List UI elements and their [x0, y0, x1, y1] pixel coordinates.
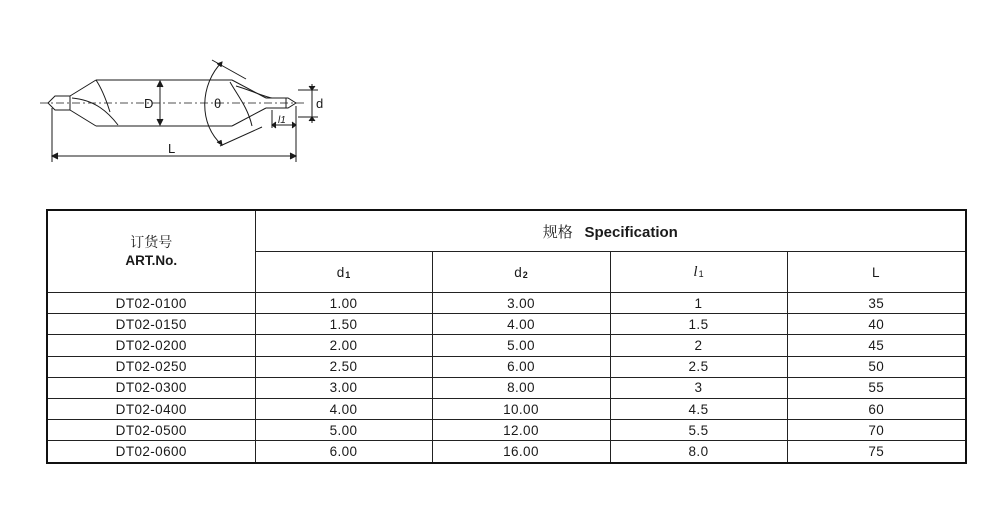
cell-art-no: DT02-0600 — [47, 441, 255, 463]
cell-d2: 6.00 — [432, 356, 610, 377]
art-no-header — [47, 210, 255, 293]
cell-art-no: DT02-0400 — [47, 398, 255, 419]
cell-L: 55 — [787, 377, 966, 398]
cell-d1: 3.00 — [255, 377, 432, 398]
specification-table — [46, 209, 967, 464]
table-row — [47, 314, 966, 335]
table-row — [47, 398, 966, 419]
dim-label-d: d — [316, 96, 324, 111]
cell-d1: 1.50 — [255, 314, 432, 335]
art-no-header-en: ART.No. — [125, 252, 178, 268]
art-no-header-cn: 订货号 — [130, 234, 173, 251]
specification-header-en: Specification — [584, 223, 678, 241]
col-header-l1: l1 — [610, 252, 787, 293]
cell-d1: 6.00 — [255, 441, 432, 463]
cell-d1: 2.50 — [255, 356, 432, 377]
specification-header-cn: 规格 — [542, 222, 573, 241]
table-row — [47, 293, 966, 314]
table-row — [47, 335, 966, 356]
cell-l1: 8.0 — [610, 441, 787, 463]
cell-d2: 10.00 — [432, 398, 610, 419]
table-header-row — [47, 210, 966, 252]
cell-d2: 4.00 — [432, 314, 610, 335]
cell-d1: 2.00 — [255, 335, 432, 356]
specification-header — [255, 210, 966, 252]
dim-label-D: D — [144, 96, 154, 111]
cell-art-no: DT02-0200 — [47, 335, 255, 356]
cell-l1: 1 — [610, 293, 787, 314]
cell-d1: 5.00 — [255, 420, 432, 441]
cell-l1: 1.5 — [610, 314, 787, 335]
table-row — [47, 377, 966, 398]
cell-art-no: DT02-0300 — [47, 377, 255, 398]
dim-label-theta: θ — [214, 96, 222, 111]
col-header-L: L — [787, 252, 966, 293]
table-row — [47, 441, 966, 463]
cell-L: 35 — [787, 293, 966, 314]
col-header-d1: d1 — [255, 252, 432, 293]
cell-l1: 3 — [610, 377, 787, 398]
cell-d2: 5.00 — [432, 335, 610, 356]
cell-d2: 16.00 — [432, 441, 610, 463]
cell-art-no: DT02-0250 — [47, 356, 255, 377]
cell-l1: 4.5 — [610, 398, 787, 419]
cell-d2: 8.00 — [432, 377, 610, 398]
table-row — [47, 356, 966, 377]
dim-label-L: L — [168, 141, 176, 156]
cell-l1: 2.5 — [610, 356, 787, 377]
col-header-d2: d2 — [432, 252, 610, 293]
cell-d1: 1.00 — [255, 293, 432, 314]
dim-label-l1: l1 — [278, 115, 286, 126]
cell-art-no: DT02-0100 — [47, 293, 255, 314]
cell-d1: 4.00 — [255, 398, 432, 419]
center-drill-drawing — [0, 0, 1000, 200]
cell-L: 40 — [787, 314, 966, 335]
cell-L: 50 — [787, 356, 966, 377]
cell-l1: 2 — [610, 335, 787, 356]
cell-art-no: DT02-0150 — [47, 314, 255, 335]
table-row — [47, 420, 966, 441]
cell-L: 75 — [787, 441, 966, 463]
cell-d2: 3.00 — [432, 293, 610, 314]
cell-art-no: DT02-0500 — [47, 420, 255, 441]
cell-L: 45 — [787, 335, 966, 356]
cell-L: 60 — [787, 398, 966, 419]
cell-l1: 5.5 — [610, 420, 787, 441]
cell-d2: 12.00 — [432, 420, 610, 441]
cell-L: 70 — [787, 420, 966, 441]
